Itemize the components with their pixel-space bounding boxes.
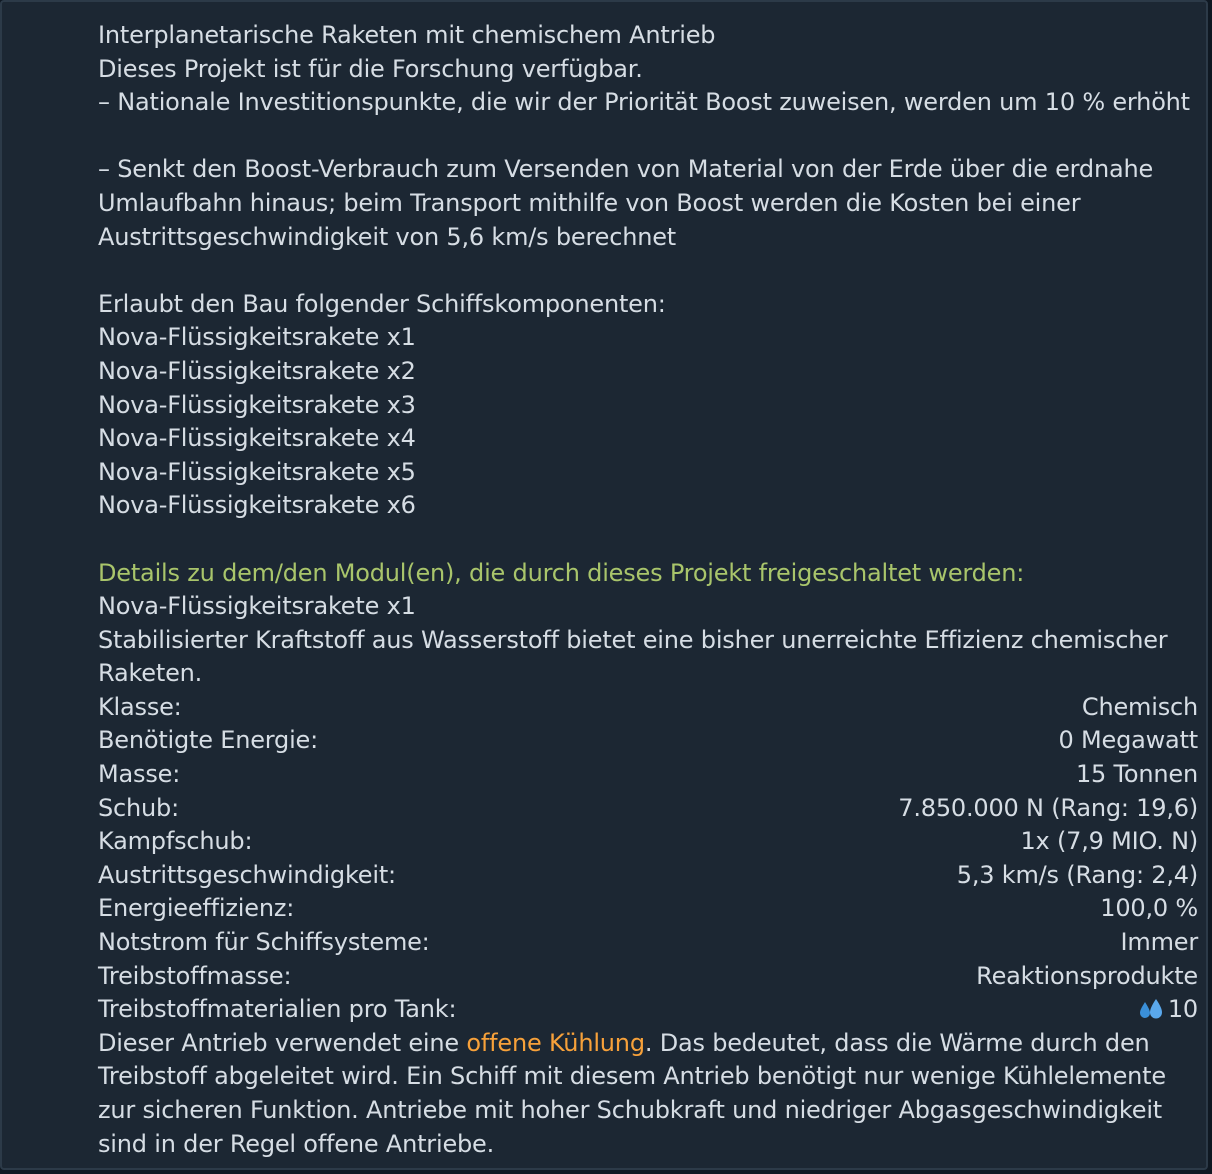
spacer (98, 120, 1198, 154)
stat-label: Notstrom für Schiffsysteme: (98, 928, 430, 957)
cooling-description (98, 1027, 1198, 1161)
module-details-heading: Details zu dem/den Modul(en), die durch dieses Projekt freigeschaltet werden: (98, 558, 1025, 587)
stat-value: Chemisch (1081, 692, 1198, 721)
project-title: Interplanetarische Raketen mit chemischem Antrieb (98, 21, 716, 49)
cooling-text-after: . Das bedeutet, dass die Wärme durch den Treibstoff abgeleitet wird. Ein Schiff mit diesem Antrieb benötigt nur wenige Kühlelemente zur sicheren Funktion. Antriebe mit hoher Schubkraft und niedriger Abgasgeschwindigkeit sind in der Regel offene Antriebe. (98, 1028, 1166, 1158)
stat-label: Energieeffizienz: (98, 894, 295, 923)
cooling-text-before: Dieser Antrieb verwendet eine (98, 1028, 467, 1057)
stat-row-power (98, 724, 1198, 758)
stat-value-with-icon (1137, 993, 1198, 1027)
stat-value: 1x (7,9 MIO. N) (1020, 827, 1198, 856)
stat-value: 10 (1167, 995, 1198, 1024)
stat-value: 7.850.000 N (Rang: 19,6) (898, 793, 1198, 822)
module-description: Stabilisierter Kraftstoff aus Wasserstoff bietet eine bisher unerreichte Effizienz chemischer Raketen. (98, 625, 1168, 688)
spacer (98, 523, 1198, 557)
stat-row-exhaust-velocity (98, 859, 1198, 893)
effect-boost-investment: – Nationale Investitionspunkte, die wir der Priorität Boost zuweisen, werden um 10 % erhöht (98, 88, 1190, 117)
stat-row-propellant-mass (98, 960, 1198, 994)
tooltip-content (98, 19, 1198, 1161)
stat-row-efficiency (98, 892, 1198, 926)
stat-label: Treibstoffmaterialien pro Tank: (98, 995, 457, 1024)
stat-value: Reaktionsprodukte (976, 961, 1198, 990)
component-item: Nova-Flüssigkeitsrakete x2 (98, 356, 416, 385)
spacer (98, 254, 1198, 288)
stat-row-mass (98, 758, 1198, 792)
stat-row-propellant-per-tank (98, 993, 1198, 1027)
module-name: Nova-Flüssigkeitsrakete x1 (98, 592, 416, 621)
stat-value: 100,0 % (1100, 894, 1198, 923)
stat-row-emergency-power (98, 926, 1198, 960)
stat-label: Kampfschub: (98, 827, 253, 856)
components-heading: Erlaubt den Bau folgender Schiffskomponenten: (98, 289, 666, 318)
stat-value: 15 Tonnen (1075, 760, 1198, 789)
project-availability: Dieses Projekt ist für die Forschung verfügbar. (98, 54, 643, 83)
stat-label: Masse: (98, 760, 181, 789)
stat-label: Schub: (98, 793, 179, 822)
stat-row-combat-thrust (98, 825, 1198, 859)
stat-row-class (98, 691, 1198, 725)
component-item: Nova-Flüssigkeitsrakete x6 (98, 491, 416, 520)
component-item: Nova-Flüssigkeitsrakete x3 (98, 390, 416, 419)
stat-label: Benötigte Energie: (98, 726, 318, 755)
stat-row-thrust (98, 792, 1198, 826)
component-item: Nova-Flüssigkeitsrakete x5 (98, 457, 416, 486)
stat-value: 0 Megawatt (1058, 726, 1198, 755)
stat-label: Treibstoffmasse: (98, 961, 292, 990)
effect-boost-cost: – Senkt den Boost-Verbrauch zum Versenden von Material von der Erde über die erdnahe Umlaufbahn hinaus; beim Transport mithilfe von Boost werden die Kosten bei einer Austrittsgeschwindigkeit von 5,6 km/s berechnet (98, 155, 1154, 251)
stat-label: Austrittsgeschwindigkeit: (98, 860, 396, 889)
water-drops-icon (1137, 996, 1167, 1020)
open-cooling-link[interactable]: offene Kühlung (466, 1028, 645, 1057)
component-item: Nova-Flüssigkeitsrakete x1 (98, 323, 416, 352)
stat-value: 5,3 km/s (Rang: 2,4) (956, 860, 1198, 889)
component-item: Nova-Flüssigkeitsrakete x4 (98, 424, 416, 453)
stat-label: Klasse: (98, 692, 182, 721)
stat-value: Immer (1120, 928, 1198, 957)
